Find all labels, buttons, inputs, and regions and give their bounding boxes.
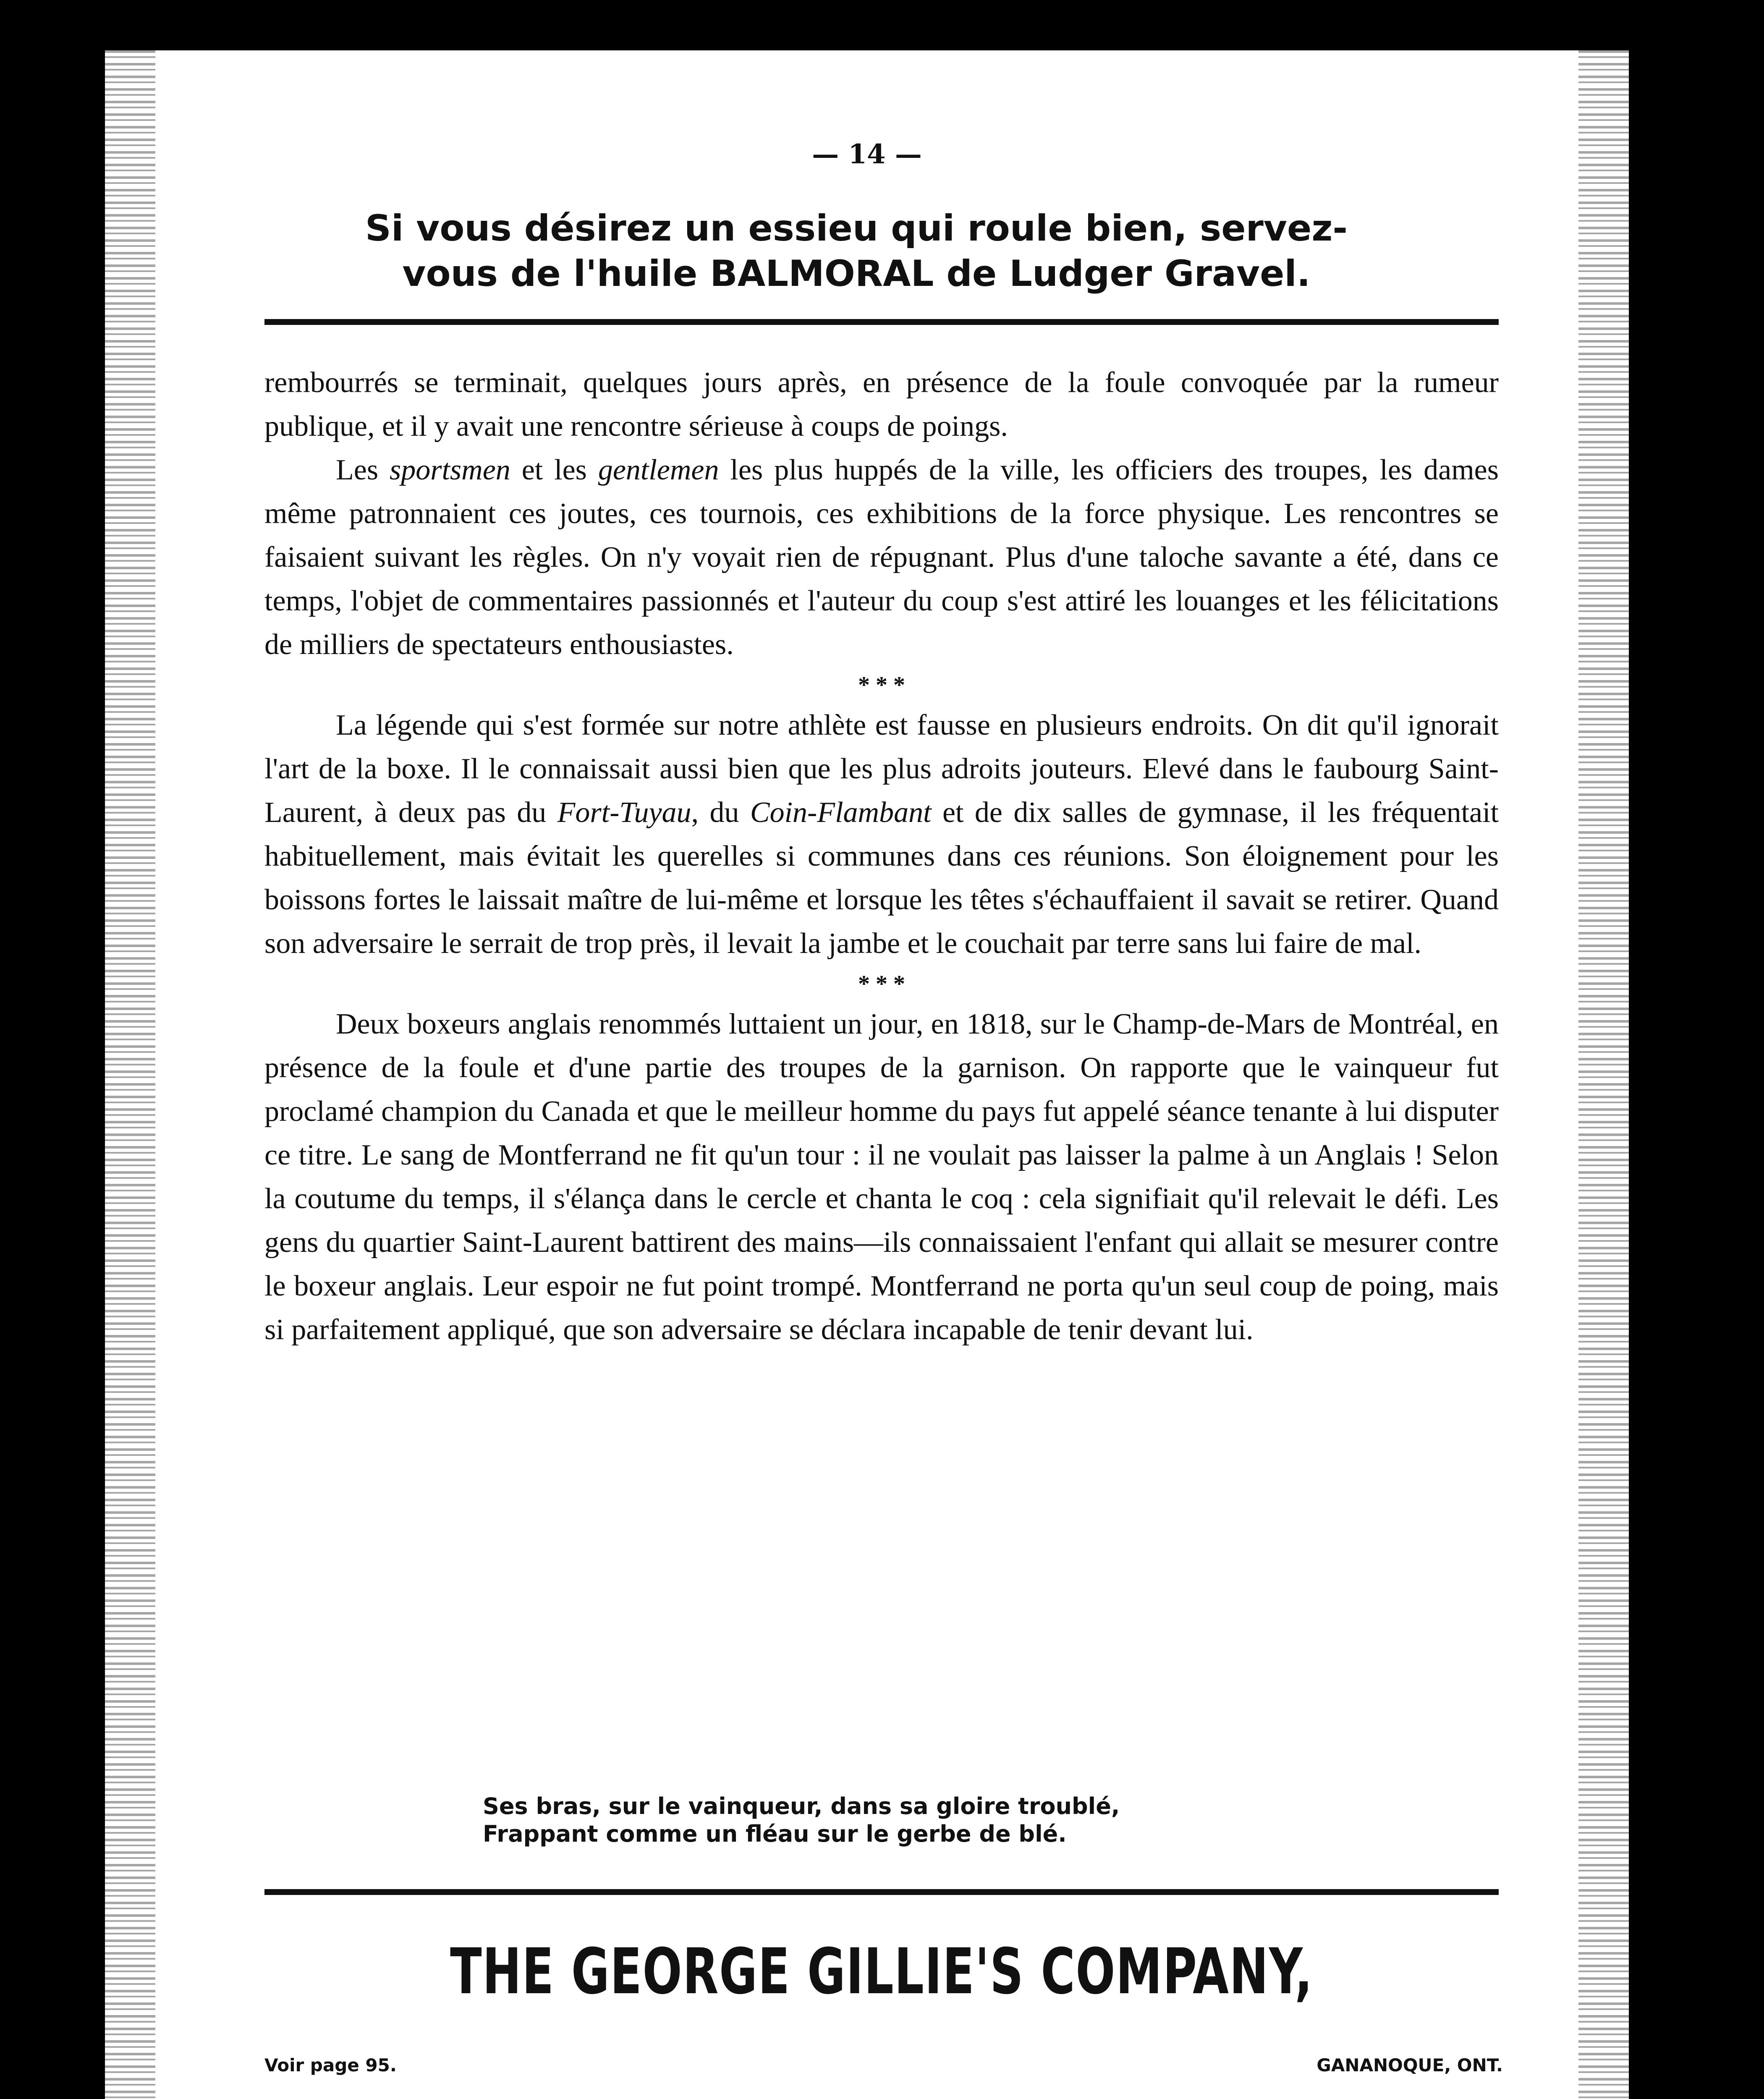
ad-header-line-2: vous de l'huile BALMORAL de Ludger Gravel. <box>402 253 1311 295</box>
paragraph-3-text-c: et de dix salles de gymnase, il les fréquentait habituellement, mais évitait les querelles si communes dans ces réunions. Son éloignement pour les boissons fortes le laissait maître de lui-même et lorsque les têtes s'échauffaient il savait se retirer. Quand son adversaire le serrait de trop près, il levait la jambe et le couchait par terre sans lui faire de mal. <box>264 796 1499 960</box>
scan-edge-right <box>1578 50 1629 2099</box>
paragraph-3-text-b: , du <box>691 796 750 829</box>
paragraph-2-text-a: Les <box>336 454 390 486</box>
verse-line-2: Frappant comme un fléau sur le gerbe de blé. <box>483 1821 1067 1847</box>
divider-rule <box>264 319 1499 325</box>
verse-quote <box>483 1793 1322 1848</box>
company-name: THE GEORGE GILLIE'S COMPANY, <box>450 1935 1313 2008</box>
paragraph-3-italic-coin-flambant: Coin-Flambant <box>750 796 932 829</box>
scanned-page <box>105 50 1629 2099</box>
paragraph-2-italic-sportsmen: sportsmen <box>390 454 510 486</box>
page-reference: Voir page 95. <box>264 2055 397 2075</box>
company-location: GANANOQUE, ONT. <box>1316 2055 1503 2075</box>
paragraph-2-italic-gentlemen: gentlemen <box>598 454 719 486</box>
ad-header-line-1: Si vous désirez un essieu qui roule bien, servez- <box>365 207 1348 249</box>
section-separator-stars-2: * * * <box>858 971 905 997</box>
scan-edge-left <box>105 50 155 2099</box>
article-body <box>264 361 1499 1352</box>
paragraph-2-text-b: et les <box>510 454 598 486</box>
paragraph-2-text-c: les plus huppés de la ville, les officiers des troupes, les dames même patronnaient ces joutes, ces tournois, ces exhibitions de la force physique. Les rencontres se faisaient suivant les règles. On n'y voyait rien de répugnant. Plus d'une taloche savante a été, dans ce temps, l'objet de commentaires passionnés et l'auteur du coup s'est attiré les louanges et les félicitations de milliers de spectateurs enthousiastes. <box>264 454 1499 661</box>
section-separator-stars: * * * <box>858 672 905 698</box>
paragraph-3 <box>264 704 1499 966</box>
paragraph-1: rembourrés se terminait, quelques jours après, en présence de la foule convoquée par la rumeur publique, et il y avait une rencontre sérieuse à coups de poings. <box>264 366 1499 442</box>
paragraph-3-italic-fort-tuyau: Fort-Tuyau <box>557 796 691 829</box>
paragraph-4: Deux boxeurs anglais renommés luttaient un jour, en 1818, sur le Champ-de-Mars de Montréal, en présence de la foule et d'une partie des troupes de la garnison. On rapporte que le vainqueur fut proclamé champion du Canada et que le meilleur homme du pays fut appelé séance tenante à lui disputer ce titre. Le sang de Montferrand ne fit qu'un tour : il ne voulait pas laisser la palme à un Anglais ! Selon la coutume du temps, il s'élança dans le cercle et chanta le coq : cela signifiait qu'il relevait le défi. Les gens du quartier Saint-Laurent battirent des mains—ils connaissaient l'enfant qui allait se mesurer contre le boxeur anglais. Leur espoir ne fut point trompé. Montferrand ne porta qu'un seul coup de poing, mais si parfaitement appliqué, que son adversaire se déclara incapable de tenir devant lui. <box>264 1008 1499 1346</box>
advertisement-header <box>264 206 1448 296</box>
paragraph-2 <box>264 448 1499 667</box>
paragraph-3-text-a: La légende qui s'est formée sur notre athlète est fausse en plusieurs endroits. On dit qu'il ignorait l'art de la boxe. Il le connaissait aussi bien que les plus adroits jouteurs. Elevé dans le faubourg Saint-Laurent, à deux pas du <box>264 709 1499 829</box>
divider-rule-bottom <box>264 1889 1499 1895</box>
verse-line-1: Ses bras, sur le vainqueur, dans sa gloire troublé, <box>483 1793 1120 1819</box>
page-number: — 14 — <box>812 139 922 170</box>
